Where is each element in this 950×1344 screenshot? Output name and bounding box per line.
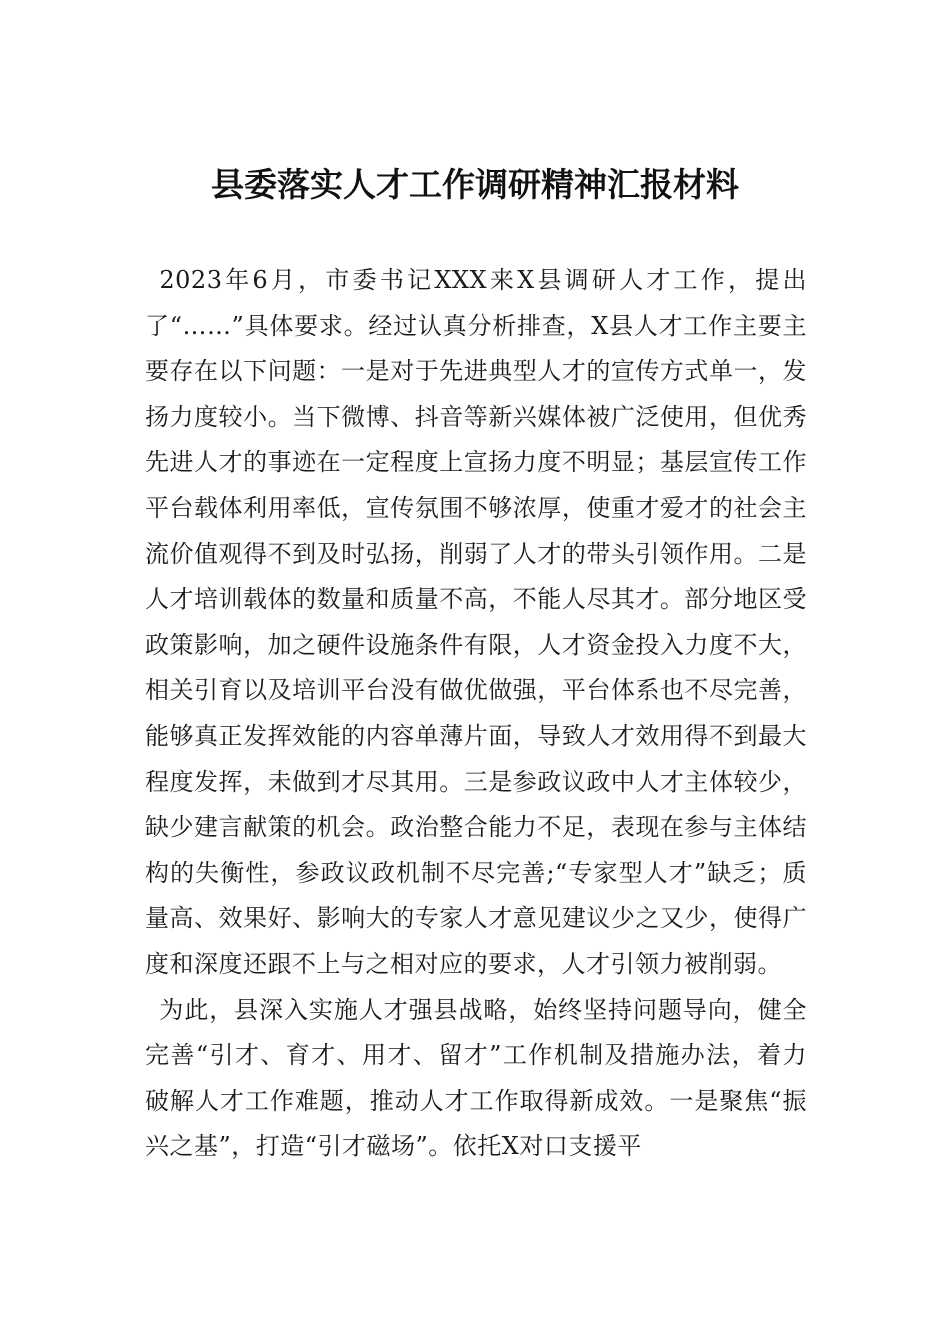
paragraph-problems: 2023年6月，市委书记XXX来X县调研人才工作，提出了“……”具体要求。经过认真分析排查，X县人才工作主要主要存在以下问题：一是对于先进典型人才的宣传方式单一，发扬力度较小。当下微博、抖音等新兴媒体被广泛使用，但优秀先进人才的事迹在一定程度上宣扬力度不明显；基层宣传工作平台载体利用率低，宣传氛围不够浓厚，使重才爱才的社会主流价值观得不到及时弘扬，削弱了人才的带头引领作用。二是人才培训载体的数量和质量不高，不能人尽其才。部分地区受政策影响，加之硬件设施条件有限，人才资金投入力度不大，相关引育以及培训平台没有做优做强，平台体系也不尽完善，能够真正发挥效能的内容单薄片面，导致人才效用得不到最大程度发挥，未做到才尽其用。三是参政议政中人才主体较少，缺少建言献策的机会。政治整合能力不足，表现在参与主体结构的失衡性，参政议政机制不尽完善;“专家型人才”缺乏；质量高、效果好、影响大的专家人才意见建议少之又少，使得广度和深度还跟不上与之相对应的要求，人才引领力被削弱。 — [145, 266, 807, 978]
document-body — [145, 258, 807, 1170]
document-title: 县委落实人才工作调研精神汇报材料 — [211, 165, 739, 204]
paragraph-measures: 为此，县深入实施人才强县战略，始终坚持问题导向，健全完善“引才、育才、用才、留才”工作机制及措施办法，着力破解人才工作难题，推动人才工作取得新成效。一是聚焦“振兴之基”，打造“引才磁场”。依托X对口支援平 — [145, 995, 807, 1161]
